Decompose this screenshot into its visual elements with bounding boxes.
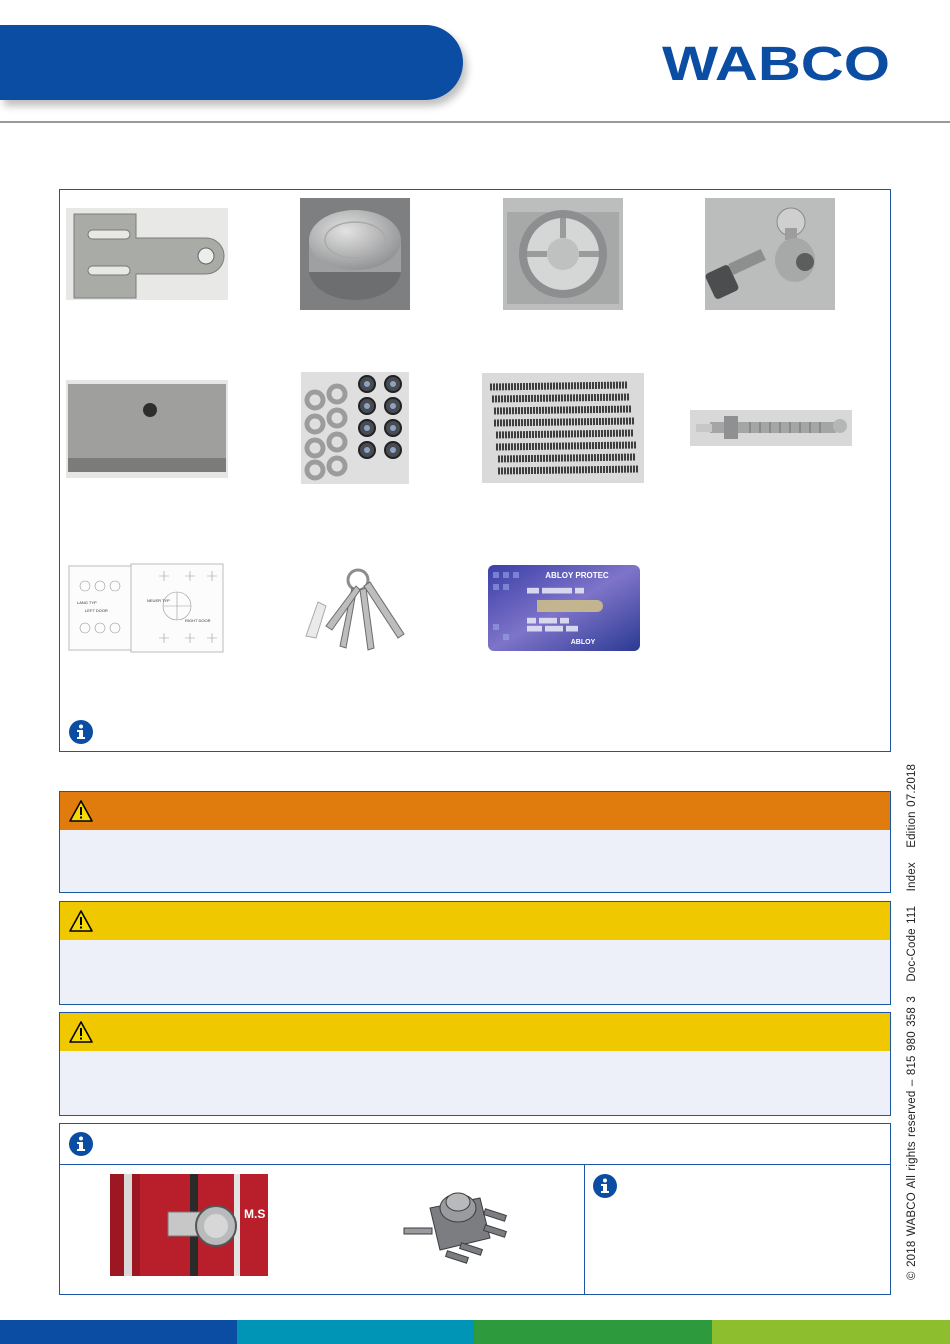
info-icon (593, 1174, 617, 1198)
caution-triangle-icon (69, 1021, 93, 1043)
logo-text: WABCO (662, 38, 890, 91)
part-image-threaded-rods (482, 373, 644, 483)
svg-text:█████ ██████ ████: █████ ██████ ████ (527, 626, 579, 632)
caution-triangle-icon (69, 910, 93, 932)
panel-column-divider (584, 1164, 585, 1295)
footer-strip-green (474, 1320, 712, 1344)
footer-strip-lime (712, 1320, 950, 1344)
svg-text:RIGHT DOOR: RIGHT DOOR (185, 618, 211, 623)
part-image-drilling-template (67, 562, 224, 654)
edition-label: Edition 07.2018 (906, 763, 918, 848)
diagram-lock-assembly (400, 1168, 510, 1280)
header-banner (0, 25, 463, 100)
svg-text:LANG TYP: LANG TYP (77, 600, 97, 605)
svg-text:M.S TA KEI: M.S TA KEI (244, 1207, 307, 1221)
index-label: Index (906, 862, 918, 892)
part-image-key-card (487, 564, 641, 652)
parts-overview-panel (59, 189, 891, 752)
caution-header-1 (60, 902, 890, 940)
info-icon (69, 1132, 93, 1156)
footer-strip-blue (0, 1320, 237, 1344)
svg-text:████ ██████████ ███: ████ ██████████ ███ (527, 588, 585, 594)
copyright-text: © 2018 WABCO All rights reserved – 815 980 358 3 (906, 996, 918, 1280)
installation-info-panel (59, 1123, 891, 1295)
caution-box-1 (59, 901, 891, 1005)
caution-header-2 (60, 1013, 890, 1051)
part-image-lock-housing (503, 198, 623, 310)
warning-box (59, 791, 891, 893)
part-image-pin-and-bolt (705, 198, 835, 310)
svg-text:ABLOY: ABLOY (570, 639, 596, 646)
part-image-key-set (296, 566, 416, 656)
part-image-washers-and-nuts (301, 372, 409, 484)
footer-strip-teal (237, 1320, 474, 1344)
panel-divider (60, 1164, 890, 1165)
svg-text:ABLOY PROTEC: ABLOY PROTEC (545, 571, 609, 580)
svg-text:███ ██████ ███: ███ ██████ ███ (527, 618, 570, 624)
part-image-hinge-plate (66, 208, 228, 300)
part-image-lock-puck (300, 198, 410, 310)
header-divider (0, 121, 950, 123)
warning-triangle-icon (69, 800, 93, 822)
part-image-steel-block (66, 380, 228, 478)
warning-header (60, 792, 890, 830)
photo-installed-lock (110, 1174, 307, 1276)
caution-box-2 (59, 1012, 891, 1116)
svg-text:NEUER TYP: NEUER TYP (147, 598, 170, 603)
doc-code: Doc-Code 111 (906, 905, 918, 982)
wabco-logo (660, 38, 892, 91)
info-icon (69, 720, 93, 744)
svg-text:LEFT DOOR: LEFT DOOR (85, 608, 108, 613)
copyright-notice (906, 740, 924, 1280)
part-image-long-bolt (690, 410, 852, 446)
